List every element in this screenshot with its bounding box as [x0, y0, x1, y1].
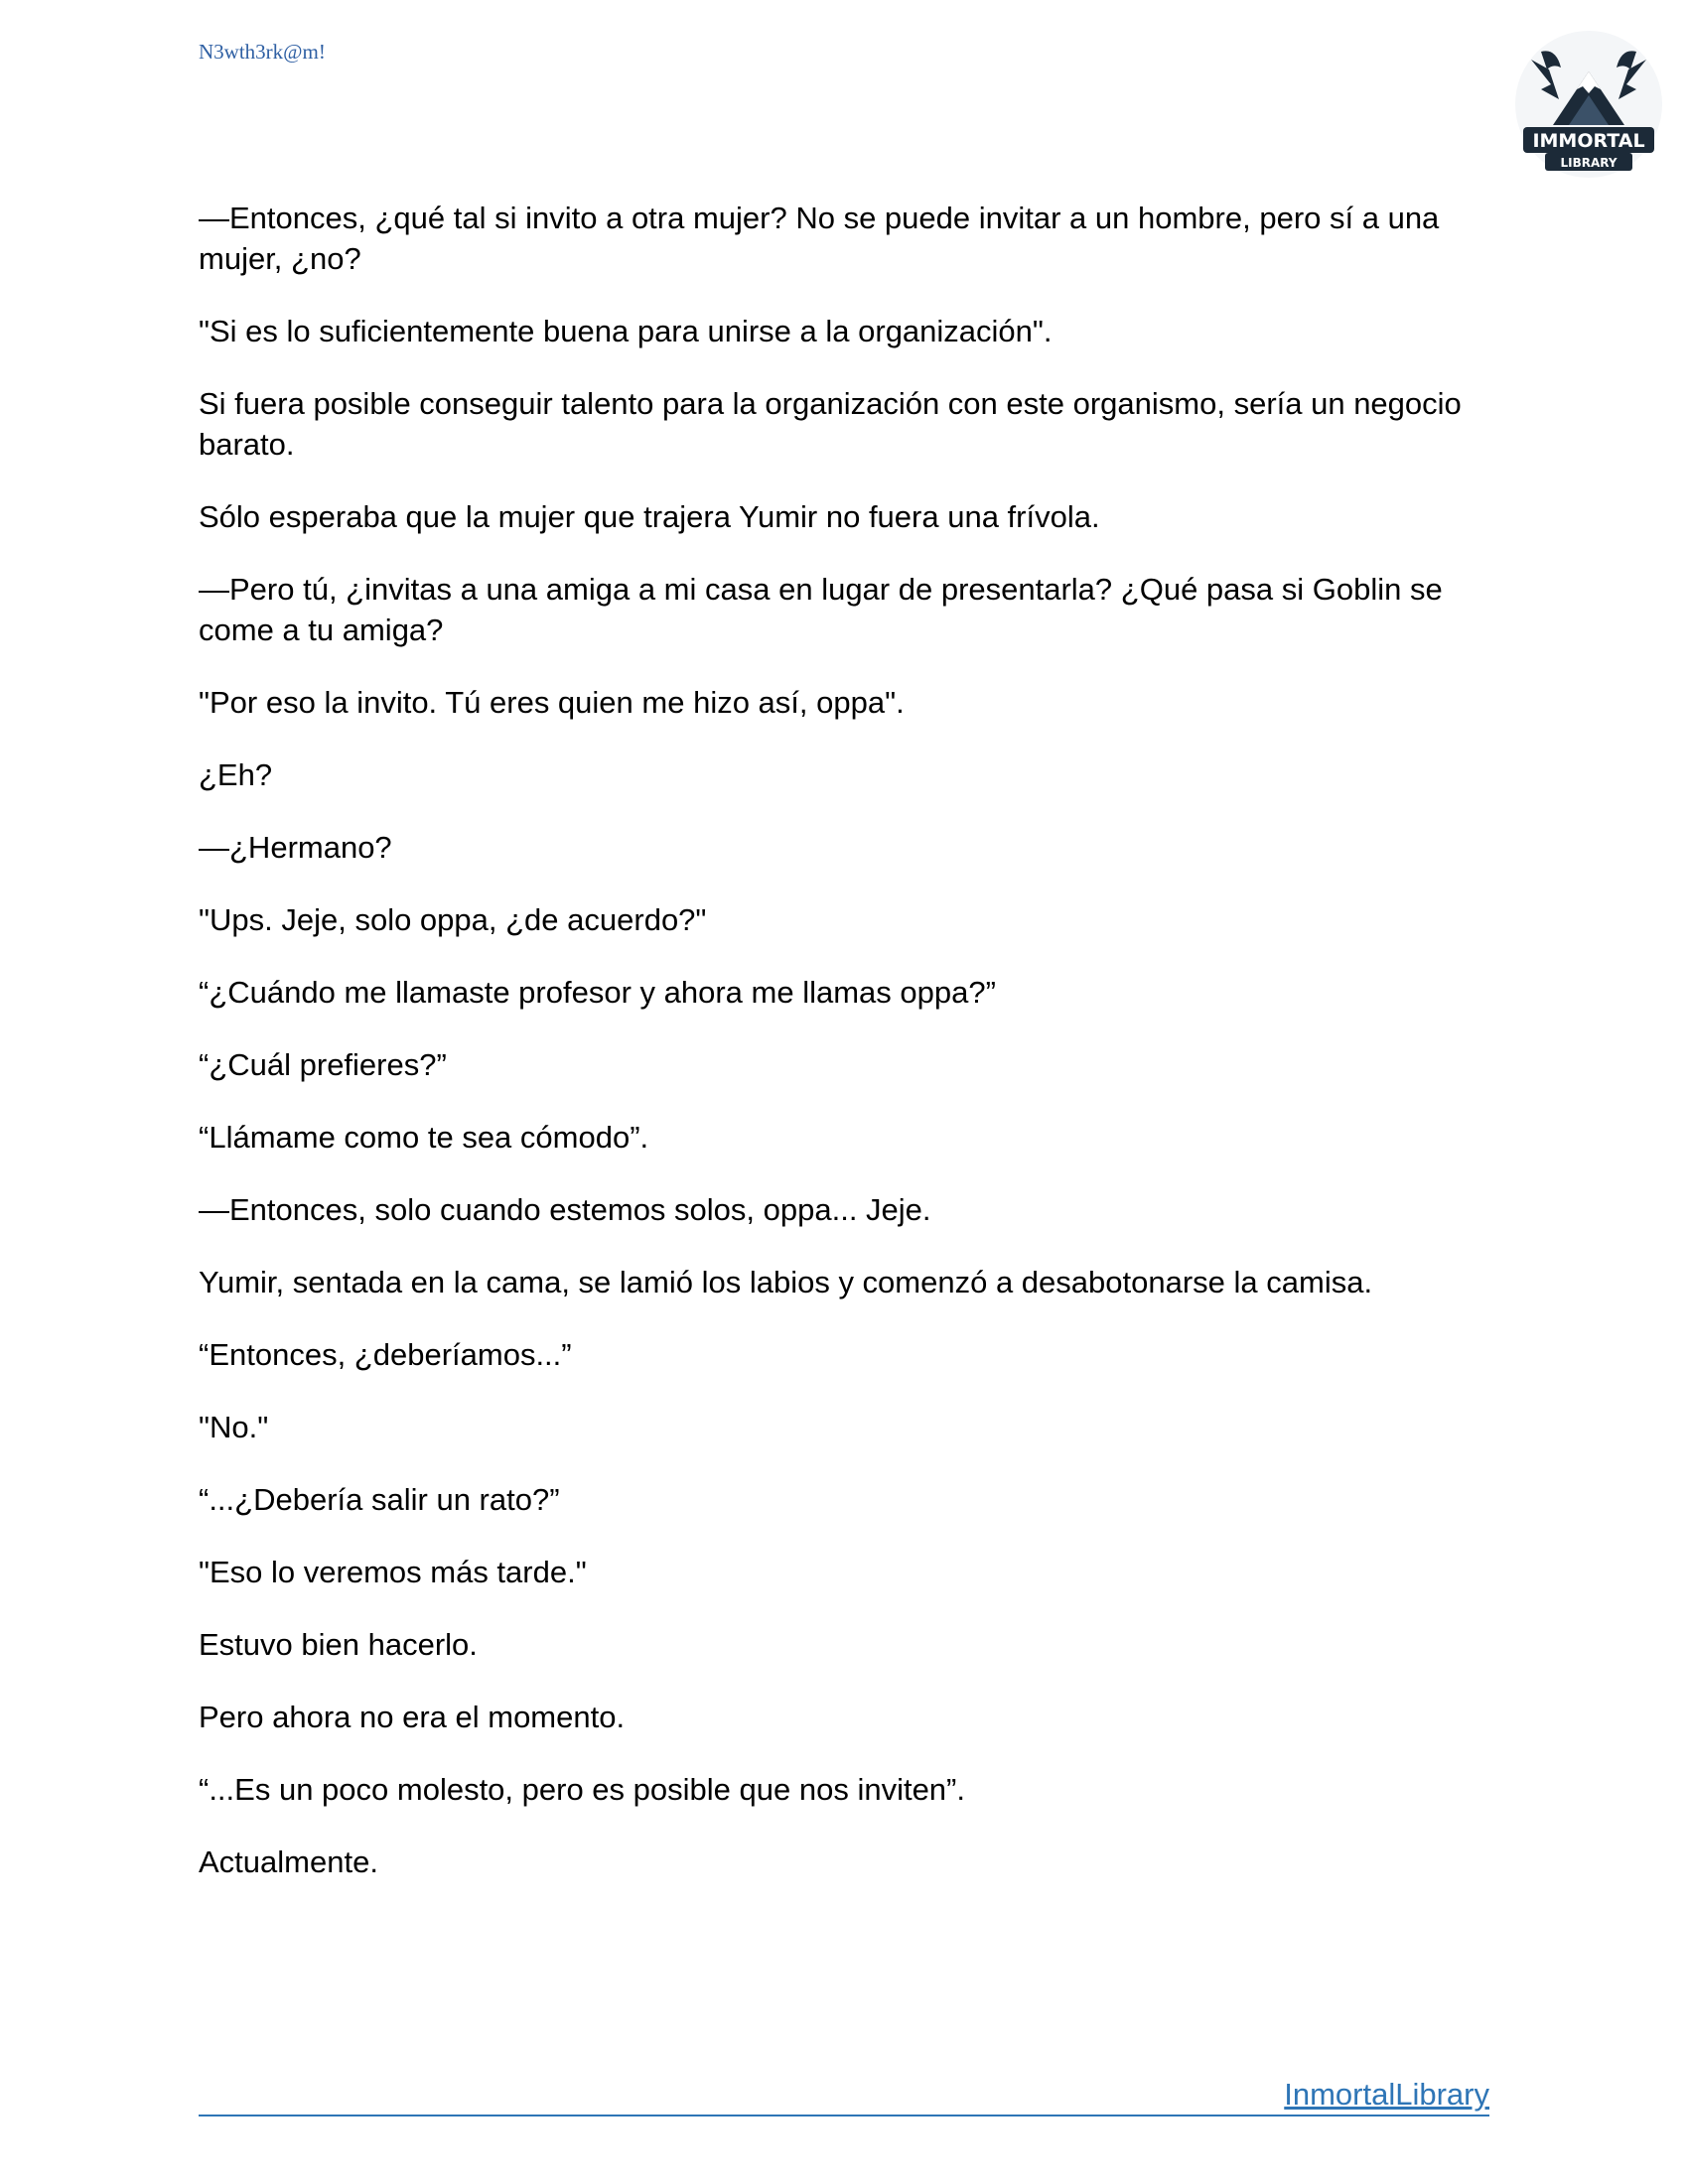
document-body — [199, 198, 1489, 1914]
paragraph: "No." — [199, 1410, 269, 1444]
paragraph: Si fuera posible conseguir talento para la organización con este organismo, sería un negocio barato. — [199, 386, 1471, 462]
paragraph: "Eso lo veremos más tarde." — [199, 1555, 587, 1589]
logo-text-line1: IMMORTAL — [1532, 130, 1645, 152]
paragraph: ¿Eh? — [199, 757, 273, 792]
paragraph: “Entonces, ¿deberíamos...” — [199, 1337, 572, 1372]
paragraph: "Ups. Jeje, solo oppa, ¿de acuerdo?" — [199, 902, 707, 937]
paragraph: —Entonces, solo cuando estemos solos, oppa... Jeje. — [199, 1192, 931, 1227]
immortal-library-logo — [1511, 30, 1666, 179]
logo-text-line2: LIBRARY — [1560, 156, 1618, 170]
paragraph: “...Es un poco molesto, pero es posible que nos inviten”. — [199, 1772, 965, 1807]
paragraph: "Por eso la invito. Tú eres quien me hizo así, oppa". — [199, 685, 905, 720]
header-watermark: N3wth3rk@m! — [199, 40, 326, 64]
paragraph: Estuvo bien hacerlo. — [199, 1627, 478, 1662]
footer-divider — [199, 2115, 1489, 2116]
paragraph: "Si es lo suficientemente buena para unirse a la organización". — [199, 314, 1053, 348]
paragraph: Yumir, sentada en la cama, se lamió los labios y comenzó a desabotonarse la camisa. — [199, 1265, 1373, 1299]
footer-link[interactable]: InmortalLibrary — [1284, 2077, 1489, 2112]
paragraph: “...¿Debería salir un rato?” — [199, 1482, 560, 1517]
paragraph: “Llámame como te sea cómodo”. — [199, 1120, 649, 1155]
paragraph: “¿Cuál prefieres?” — [199, 1047, 447, 1082]
paragraph: —Pero tú, ¿invitas a una amiga a mi casa en lugar de presentarla? ¿Qué pasa si Goblin se come a tu amiga? — [199, 572, 1452, 647]
paragraph: “¿Cuándo me llamaste profesor y ahora me llamas oppa?” — [199, 975, 996, 1010]
paragraph: —¿Hermano? — [199, 830, 392, 865]
paragraph: Actualmente. — [199, 1844, 378, 1879]
paragraph: —Entonces, ¿qué tal si invito a otra mujer? No se puede invitar a un hombre, pero sí a una mujer, ¿no? — [199, 201, 1448, 276]
paragraph: Pero ahora no era el momento. — [199, 1700, 626, 1734]
paragraph: Sólo esperaba que la mujer que trajera Yumir no fuera una frívola. — [199, 499, 1100, 534]
